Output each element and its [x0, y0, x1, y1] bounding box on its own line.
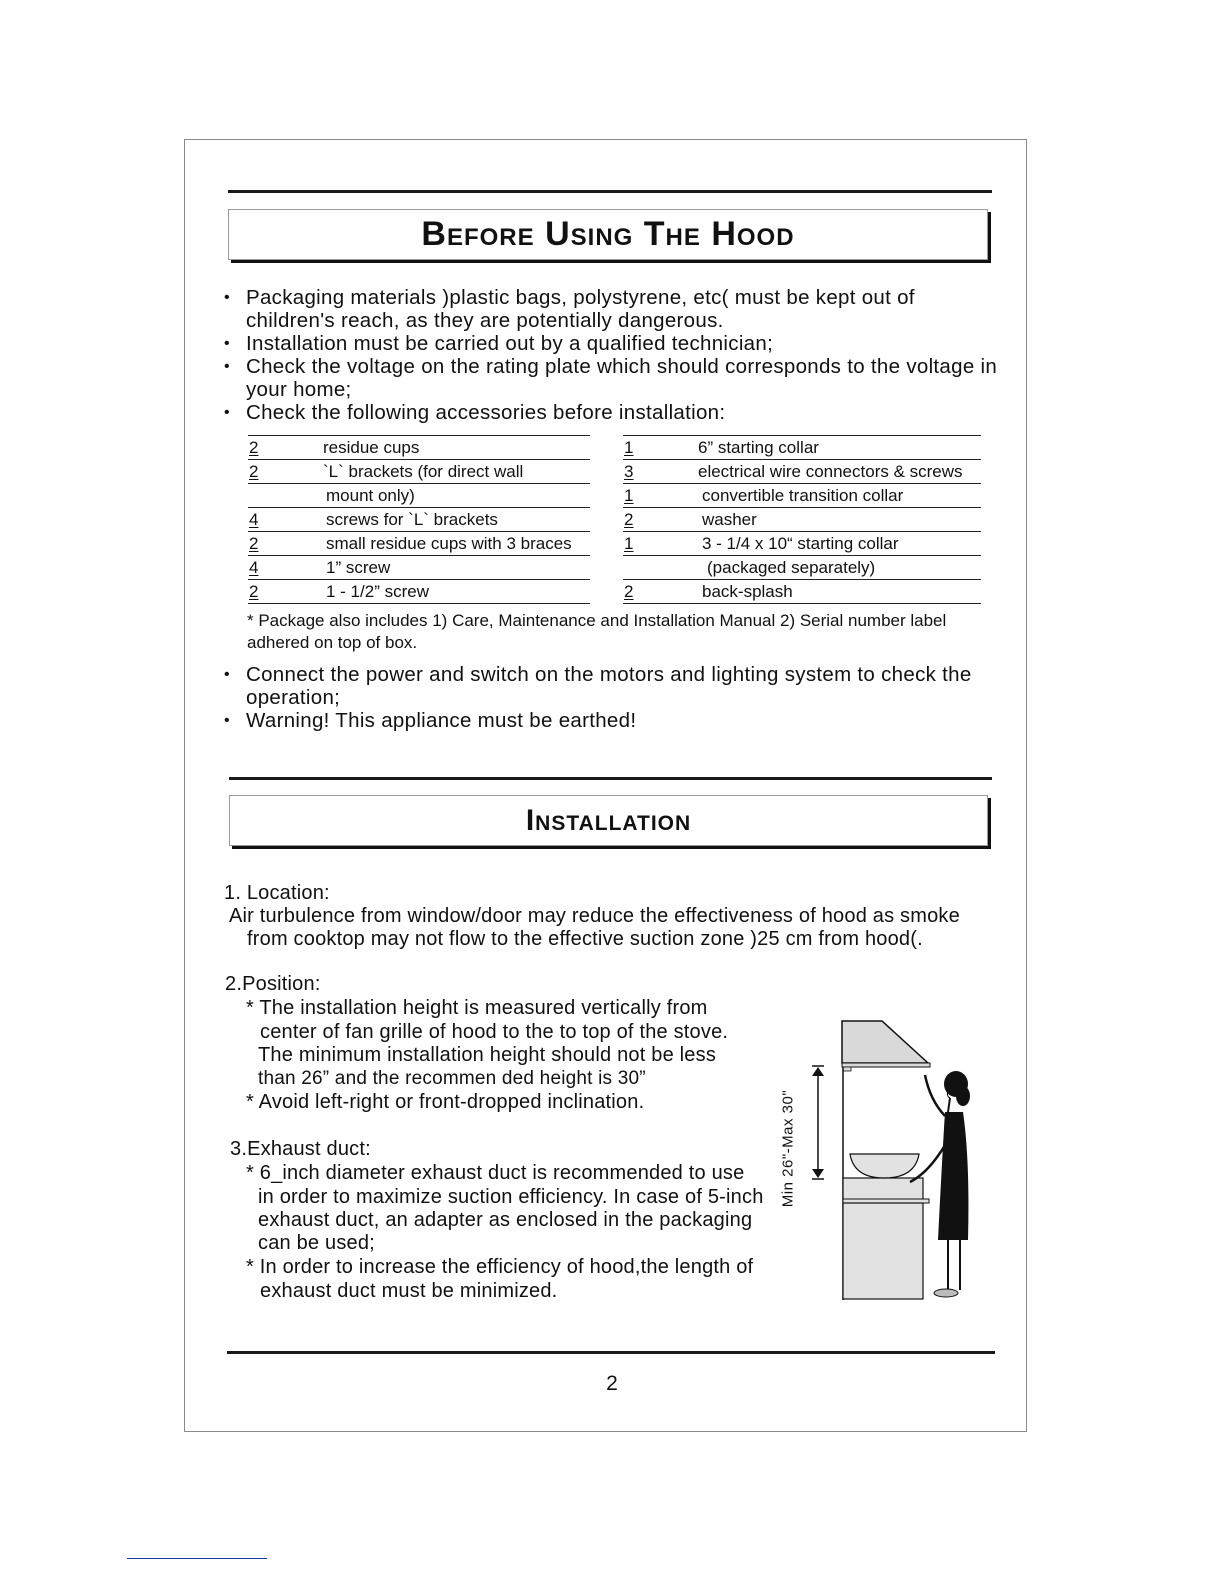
location-heading: 1. Location:	[224, 882, 330, 904]
table-row: 2 `L` brackets (for direct wall	[248, 460, 590, 484]
divider-top	[228, 190, 992, 193]
table-row: 2 back-splash	[623, 580, 981, 604]
bullet-icon: •	[224, 358, 230, 375]
table-row: (packaged separately)	[623, 556, 981, 580]
table-row: 1 convertible transition collar	[623, 484, 981, 508]
bullet-icon: •	[224, 666, 230, 683]
table-row: 2 washer	[623, 508, 981, 532]
table-row: 1 6” starting collar	[623, 436, 981, 460]
bullet-item: • Packaging materials )plastic bags, polystyrene, etc( must be kept out of children's reach, as they are potentially dangerous.	[224, 286, 915, 332]
bullet-item: • Warning! This appliance must be earthed!	[224, 709, 637, 732]
exhaust-line: exhaust duct must be minimized.	[260, 1280, 558, 1302]
position-line: The minimum installation height should not be less	[258, 1044, 717, 1066]
divider-bottom	[227, 1351, 995, 1354]
position-line: * The installation height is measured vertically from	[246, 997, 708, 1019]
position-heading: 2.Position:	[225, 973, 321, 995]
bullet-icon: •	[224, 404, 230, 421]
section-title: Before Using The Hood	[421, 215, 795, 253]
divider-middle	[229, 777, 992, 780]
table-row: 2 1 - 1/2” screw	[248, 580, 590, 604]
exhaust-line: in order to maximize suction efficiency. In case of 5-inch	[258, 1186, 764, 1208]
exhaust-heading: 3.Exhaust duct:	[230, 1138, 371, 1160]
installation-height-diagram	[780, 1000, 980, 1300]
accessories-table-left	[248, 435, 590, 604]
table-row: 3 electrical wire connectors & screws	[623, 460, 981, 484]
bullet-item: • Check the voltage on the rating plate which should corresponds to the voltage in your home;	[224, 355, 998, 401]
bullet-icon: •	[224, 335, 230, 352]
location-text-line1: Air turbulence from window/door may reduce the effectiveness of hood as smoke	[229, 905, 960, 927]
position-line: center of fan grille of hood to the to top of the stove.	[260, 1021, 729, 1043]
table-row: 2 small residue cups with 3 braces	[248, 532, 590, 556]
section-header-before-using	[228, 209, 988, 260]
table-row: mount only)	[248, 484, 590, 508]
position-line: than 26” and the recommen ded height is 30”	[258, 1068, 646, 1089]
position-line: * Avoid left-right or front-dropped inclination.	[246, 1091, 645, 1113]
section-header-installation	[229, 795, 988, 846]
table-row: 2 residue cups	[248, 436, 590, 460]
exhaust-line: * 6_inch diameter exhaust duct is recommended to use	[246, 1162, 745, 1184]
table-row: 4 screws for `L` brackets	[248, 508, 590, 532]
package-note: * Package also includes 1) Care, Maintenance and Installation Manual 2) Serial number label adhered on top of box.	[247, 611, 947, 652]
safety-bullets	[222, 286, 1002, 424]
section-title: Installation	[525, 803, 692, 837]
table-row: 4 1” screw	[248, 556, 590, 580]
bullet-item: • Connect the power and switch on the motors and lighting system to check the operation;	[224, 663, 972, 709]
exhaust-line: can be used;	[258, 1232, 375, 1254]
table-row: 1 3 - 1/4 x 10“ starting collar	[623, 532, 981, 556]
location-text-line2: from cooktop may not flow to the effective suction zone )25 cm from hood(.	[247, 928, 923, 950]
footer-link-underline	[127, 1558, 267, 1559]
bullet-item: • Installation must be carried out by a qualified technician;	[224, 332, 774, 355]
accessories-table-right	[623, 435, 981, 604]
exhaust-line: exhaust duct, an adapter as enclosed in the packaging	[258, 1209, 753, 1231]
operation-bullets	[222, 663, 1002, 732]
page-number: 2	[606, 1372, 618, 1395]
height-range-label: Min 26"-Max 30"	[779, 1089, 797, 1208]
bullet-icon: •	[224, 712, 230, 729]
bullet-item: • Check the following accessories before installation:	[224, 401, 726, 424]
bullet-icon: •	[224, 289, 230, 306]
exhaust-line: * In order to increase the efficiency of hood,the length of	[246, 1256, 754, 1278]
